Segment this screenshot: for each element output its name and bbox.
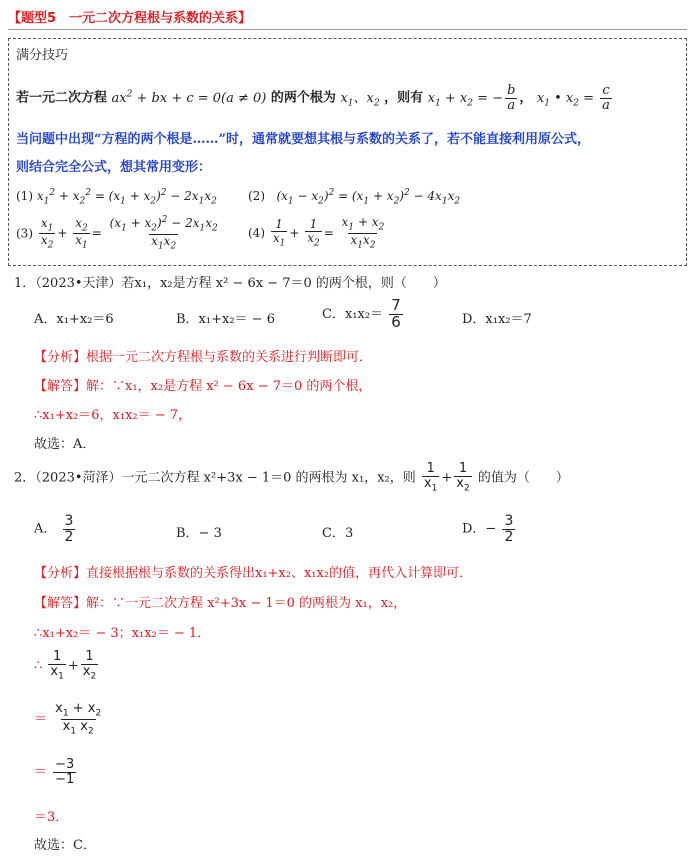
formula-3: (3) $\frac{x_1}{x_2}$ + $\frac{x_2}{x_1}$ = $\frac{(x_1 + x_2)^2 - 2x_1x_2}{x_1x_2}$ bbox=[16, 215, 218, 252]
q2-step2: ＝ $\frac{x_1 + x_2}{x_1 x_2}$ bbox=[34, 701, 102, 737]
q2-therefore: ∴x₁+x₂＝ − 3；x₁x₂＝ − 1． bbox=[34, 626, 211, 641]
tips-line2: 当问题中出现“方程的两个根是……”时，通常就要想其根与系数的关系了，若不能直接利用原公式， bbox=[16, 132, 590, 147]
section-title: 【题型5 一元二次方程根与系数的关系】 bbox=[8, 11, 252, 26]
q2-choice: 故选：C． bbox=[34, 838, 96, 853]
q2-step1: ∴ $\frac{1}{x_1}$ + $\frac{1}{x_2}$ bbox=[34, 649, 97, 682]
q2-answer: 【解答】解：∵一元二次方程 x²+3x − 1＝0 的两根为 x₁，x₂， bbox=[34, 596, 407, 611]
general-equation: $ax^2$ + bx + c = 0(a ≠ 0) bbox=[111, 89, 267, 106]
q1-answer: 【解答】解：∵x₁，x₂是方程 x² − 6x − 7＝0 的两个根， bbox=[34, 379, 372, 394]
tips-line3: 则结合完全公式，想其常用变形： bbox=[16, 160, 212, 175]
q1-option-b: B．x₁+x₂＝ − 6 bbox=[176, 312, 275, 327]
q1-choice: 故选：A． bbox=[34, 437, 96, 452]
q1-analysis: 【分析】根据一元二次方程根与系数的关系进行判断即可． bbox=[34, 350, 373, 365]
q1-stem: 1．（2023•天津）若x₁，x₂是方程 x² − 6x − 7＝0 的两个根，则（ ） bbox=[14, 276, 446, 291]
q2-step3: ＝ $\frac{-3}{-1}$ bbox=[34, 757, 75, 787]
q2-stem: 2．（2023•菏泽）一元二次方程 x²+3x − 1＝0 的两根为 x₁，x₂，则 $\frac{1}{x_1}$ + $\frac{1}{x_2}$ 的值为（ ） bbox=[14, 461, 569, 494]
q1-option-d: D．x₁x₂＝7 bbox=[462, 312, 532, 327]
q2-option-a: A． $\frac{3}{2}$ bbox=[34, 513, 74, 545]
q2-option-c: C．3 bbox=[322, 526, 354, 541]
q2-step4: ＝3． bbox=[34, 810, 69, 825]
q1-option-c: C．x₁x₂＝ $\frac{7}{6}$ bbox=[322, 296, 401, 331]
product-formula: $x_1$ • $x_2$ = $\frac{c}{a}$ bbox=[536, 83, 610, 113]
vieta-statement: 若一元二次方程 $ax^2$ + bx + c = 0(a ≠ 0) 的两个根为 $x_1$、$x_2$ ，则有 $x_1 + x_2$ = − $\frac{b}{a}$ ， $x_1$ • $x_2$ = $\frac{c}{a}$ bbox=[16, 84, 614, 112]
formula-1: (1) $x_1^2 + x_2^2 = (x_1 + x_2)^2 - 2x_1x_2$ bbox=[16, 188, 217, 207]
tips-heading: 满分技巧 bbox=[16, 48, 69, 63]
q2-analysis: 【分析】直接根据根与系数的关系得出x₁+x₂、x₁x₂的值，再代入计算即可． bbox=[34, 566, 473, 581]
title-divider bbox=[8, 29, 687, 30]
q2-option-d: D．− $\frac{3}{2}$ bbox=[462, 513, 514, 545]
q1-therefore: ∴x₁+x₂＝6，x₁x₂＝ − 7， bbox=[34, 408, 192, 423]
q1-option-a: A．x₁+x₂＝6 bbox=[34, 312, 114, 327]
formula-2: (2) $(x_1 - x_2)^2 = (x_1 + x_2)^2 - 4x_1x_2$ bbox=[248, 188, 461, 207]
formula-4: (4) $\frac{1}{x_1}$ + $\frac{1}{x_2}$ = $\frac{x_1 + x_2}{x_1x_2}$ bbox=[248, 215, 385, 251]
q2-option-b: B．− 3 bbox=[176, 526, 222, 541]
sum-formula: $x_1 + x_2$ = − $\frac{b}{a}$ bbox=[427, 83, 516, 113]
